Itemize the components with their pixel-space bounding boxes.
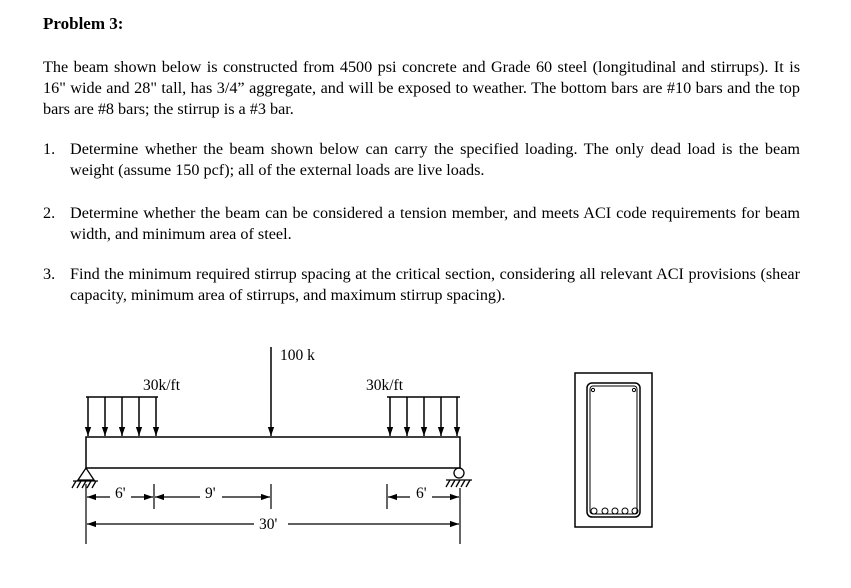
pin-support xyxy=(72,468,98,488)
left-load-label: 30k/ft xyxy=(143,377,181,394)
problem-title: Problem 3: xyxy=(43,14,124,33)
dimension-right-label: 6' xyxy=(416,485,427,502)
question-number: 2. xyxy=(43,204,56,222)
dimension-left-label: 6' xyxy=(115,485,126,502)
left-distributed-load xyxy=(86,397,158,436)
dimension-extension-lines xyxy=(86,484,460,544)
question-text: Find the minimum required stirrup spacing at the critical section, considering all relevant ACI provisions (shear capacity, minimum area of stirrups, and maximum stirrup spacing). xyxy=(70,265,800,304)
dimension-total-label: 30' xyxy=(259,516,278,533)
beam-cross-section xyxy=(575,373,652,527)
dimension-middle-label: 9' xyxy=(205,485,216,502)
right-distributed-load xyxy=(387,397,460,436)
point-load-label: 100 k xyxy=(280,347,315,364)
roller-support xyxy=(446,468,472,487)
question-number: 1. xyxy=(43,140,56,158)
question-number: 3. xyxy=(43,265,56,283)
question-text: Determine whether the beam can be considered a tension member, and meets ACI code requirements for beam width, and minimum area of steel. xyxy=(70,204,800,243)
question-text: Determine whether the beam shown below can carry the specified loading. The only dead load is the beam weight (assume 150 pcf); all of the external loads are live loads. xyxy=(70,140,800,179)
right-load-label: 30k/ft xyxy=(366,377,404,394)
problem-intro: The beam shown below is constructed from 4500 psi concrete and Grade 60 steel (longitudinal and stirrups). It is 16" wide and 28" tall, has 3/4” aggregate, and will be exposed to weather. The bottom bars are #10 bars and the top bars are #8 bars; the stirrup is a #3 bar. xyxy=(43,58,800,118)
beam-body xyxy=(86,437,460,468)
